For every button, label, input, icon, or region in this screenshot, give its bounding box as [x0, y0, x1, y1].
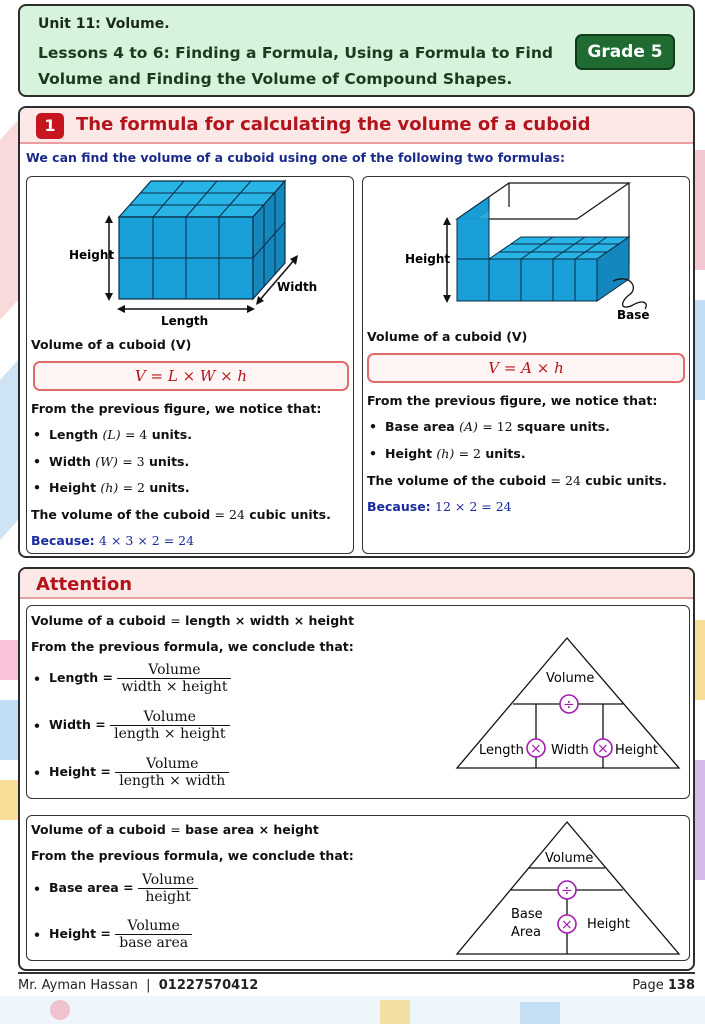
formula-statement: Volume of a cuboid = length × width × height — [31, 613, 355, 628]
formula-card-ah — [362, 176, 690, 554]
fact-width: • Width (W) = 3 units. — [49, 454, 189, 469]
formula-v-lwh: V = L × W × h — [33, 361, 349, 391]
fact-base-area: • Base area (A) = 12 square units. — [385, 419, 610, 434]
formula-card-lwh — [26, 176, 354, 554]
attention-box-lwh — [26, 605, 690, 799]
tri-height-label: Height — [587, 917, 630, 932]
unit-title: Unit 11: Volume. — [38, 16, 170, 32]
rearranged-height: • Height = $\frac{\text{Volume}}{\text{base area}}$ — [49, 918, 192, 951]
tri-height-label: Height — [615, 743, 658, 758]
attention-title-bar — [20, 569, 693, 599]
base-area-figure — [363, 177, 689, 327]
cuboid-figure — [27, 177, 353, 337]
section-title: The formula for calculating the volume of a cuboid — [76, 114, 591, 135]
section-intro: We can find the volume of a cuboid using one of the following two formulas: — [26, 150, 565, 165]
attention-box-ah — [26, 815, 690, 961]
volume-result: The volume of the cuboid = 24 cubic units. — [31, 507, 331, 522]
footer-author: Mr. Ayman Hassan | 01227570412 — [18, 978, 259, 993]
section-number-badge: 1 — [36, 113, 64, 139]
fact-length: • Length (L) = 4 units. — [49, 427, 192, 442]
divide-icon: ÷ — [563, 697, 575, 713]
multiply-icon: × — [530, 741, 542, 757]
fig-label-base: Base — [617, 308, 650, 322]
fact-height: • Height (h) = 2 units. — [49, 480, 190, 495]
tri-volume-label: Volume — [546, 671, 595, 686]
multiply-icon: × — [597, 741, 609, 757]
volume-triangle-ah — [453, 818, 693, 958]
section-attention — [18, 567, 695, 971]
attention-title: Attention — [36, 574, 133, 595]
lesson-header — [18, 4, 695, 97]
rearranged-length: • Length = $\frac{\text{Volume}}{\text{width × height}}$ — [49, 662, 231, 695]
conclude-text: From the previous formula, we conclude that: — [31, 639, 354, 654]
tri-volume-label: Volume — [545, 851, 594, 866]
footer-page: Page 138 — [632, 978, 695, 993]
divide-icon: ÷ — [561, 883, 573, 899]
tri-width-label: Width — [551, 743, 589, 758]
tri-length-label: Length — [479, 743, 524, 758]
volume-result: The volume of the cuboid = 24 cubic units. — [367, 473, 667, 488]
fig-label-height: Height — [69, 248, 115, 262]
section-volume-formula — [18, 106, 695, 558]
fig-label-height: Height — [405, 252, 451, 266]
fig-label-width: Width — [277, 280, 318, 294]
because-line: Because: 12 × 2 = 24 — [367, 499, 512, 514]
multiply-icon: × — [561, 917, 573, 933]
card-heading: Volume of a cuboid (V) — [31, 337, 192, 352]
tri-base-label: Base — [511, 907, 543, 922]
notice-text: From the previous figure, we notice that: — [31, 401, 322, 416]
rearranged-width: • Width = $\frac{\text{Volume}}{\text{length × height}}$ — [49, 709, 230, 742]
section-title-bar — [20, 108, 693, 144]
card-heading: Volume of a cuboid (V) — [367, 329, 528, 344]
because-line: Because: 4 × 3 × 2 = 24 — [31, 533, 195, 548]
rearranged-height: • Height = $\frac{\text{Volume}}{\text{length × width}}$ — [49, 756, 229, 789]
formula-statement: Volume of a cuboid = base area × height — [31, 822, 319, 837]
rearranged-base-area: • Base area = $\frac{\text{Volume}}{\text{height}}$ — [49, 872, 198, 905]
volume-triangle-lwh — [453, 634, 693, 774]
fig-label-length: Length — [161, 314, 209, 328]
lesson-title: Lessons 4 to 6: Finding a Formula, Using a Formula to Find Volume and Finding the Volume of Compound Shapes. — [38, 44, 553, 88]
fact-height: • Height (h) = 2 units. — [385, 446, 526, 461]
conclude-text: From the previous formula, we conclude that: — [31, 848, 354, 863]
tri-area-label: Area — [511, 925, 541, 940]
page-footer — [18, 972, 695, 996]
grade-badge: Grade 5 — [575, 34, 675, 70]
notice-text: From the previous figure, we notice that: — [367, 393, 658, 408]
formula-v-ah: V = A × h — [367, 353, 685, 383]
